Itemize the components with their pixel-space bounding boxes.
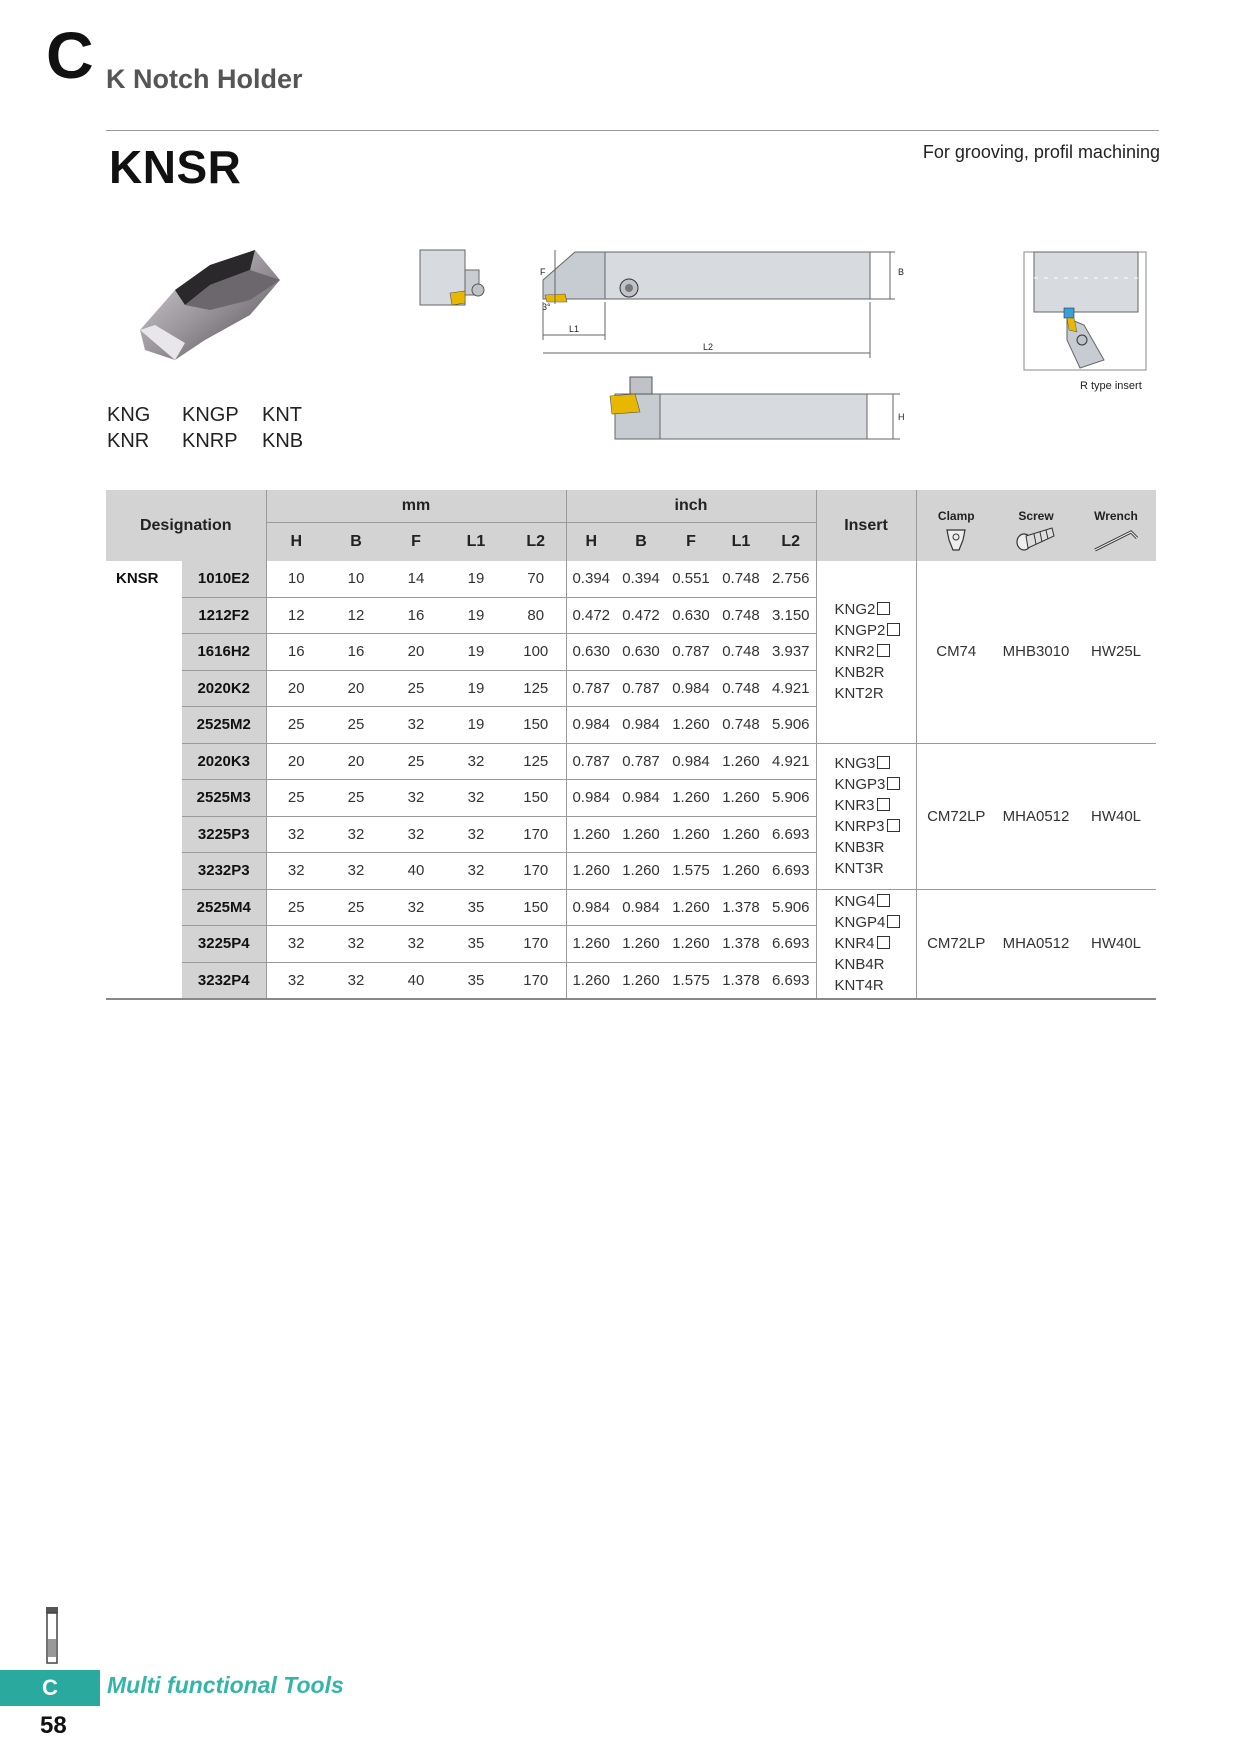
designation-code: 2525M4 — [182, 889, 266, 926]
wrench-icon — [1076, 523, 1156, 562]
insert-photo — [130, 245, 290, 370]
series-label: KNSR — [106, 561, 182, 999]
screw-value: MHA0512 — [996, 743, 1076, 889]
cell-mm: 16 — [266, 634, 326, 671]
cell-inch: 5.906 — [766, 889, 816, 926]
cell-mm: 80 — [506, 597, 566, 634]
insert-code: KNT2R — [834, 685, 884, 703]
cell-inch: 2.756 — [766, 561, 816, 597]
cell-mm: 19 — [446, 561, 506, 597]
cell-inch: 1.260 — [716, 780, 766, 817]
cell-inch: 0.787 — [616, 670, 666, 707]
cell-inch: 1.260 — [566, 962, 616, 999]
cell-inch: 1.575 — [666, 962, 716, 999]
product-description: For grooving, profil machining — [922, 142, 1160, 162]
screw-value: MHA0512 — [996, 889, 1076, 999]
cell-mm: 150 — [506, 889, 566, 926]
cell-mm: 16 — [326, 634, 386, 671]
box-icon — [877, 936, 890, 949]
holder-top-view — [535, 240, 915, 360]
clamp-value: CM74 — [916, 561, 996, 743]
cell-mm: 35 — [446, 962, 506, 999]
insert-code: KNGP2 — [834, 622, 886, 640]
designation-code: 2525M2 — [182, 707, 266, 744]
page-number: 58 — [40, 1712, 67, 1739]
section-title: K Notch Holder — [106, 64, 303, 94]
cell-inch: 3.150 — [766, 597, 816, 634]
cell-inch: 6.693 — [766, 962, 816, 999]
cell-inch: 0.472 — [566, 597, 616, 634]
cell-mm: 170 — [506, 926, 566, 963]
cell-mm: 12 — [266, 597, 326, 634]
insert-code: KNT3R — [834, 860, 884, 877]
clamp-icon — [916, 523, 996, 562]
spec-table — [106, 490, 1156, 1000]
clamp-header: Clamp — [916, 490, 996, 523]
product-title: KNSR — [109, 141, 242, 193]
insert-code: KNR4 — [834, 935, 875, 953]
cell-inch: 0.748 — [716, 634, 766, 671]
cell-inch: 0.984 — [566, 780, 616, 817]
cell-mm: 32 — [326, 926, 386, 963]
cell-inch: 1.378 — [716, 962, 766, 999]
box-icon — [877, 798, 890, 811]
cell-mm: 150 — [506, 780, 566, 817]
screw-icon — [996, 523, 1076, 562]
cell-inch: 0.787 — [666, 634, 716, 671]
r-type-insert-diagram — [1022, 250, 1152, 380]
cell-inch: 0.748 — [716, 597, 766, 634]
cell-mm: 16 — [386, 597, 446, 634]
cell-inch: 1.260 — [666, 889, 716, 926]
r-type-caption: R type insert — [1080, 380, 1142, 392]
cell-inch: 6.693 — [766, 853, 816, 890]
dim-label-angle: 3° — [542, 302, 551, 312]
cell-mm: 32 — [266, 962, 326, 999]
cell-inch: 0.984 — [616, 707, 666, 744]
col-f-inch: F — [666, 523, 716, 562]
cell-mm: 10 — [326, 561, 386, 597]
box-icon — [887, 777, 900, 790]
designation-header: Designation — [106, 490, 266, 561]
footer-section-name: Multi functional Tools — [107, 1672, 344, 1698]
cell-inch: 1.260 — [566, 816, 616, 853]
cell-mm: 170 — [506, 816, 566, 853]
insert-code: KNR2 — [834, 643, 875, 661]
cell-mm: 32 — [386, 707, 446, 744]
cell-inch: 0.984 — [566, 889, 616, 926]
cell-mm: 32 — [266, 926, 326, 963]
insert-code: KNB3R — [834, 839, 885, 856]
cell-inch: 0.394 — [566, 561, 616, 597]
footer-section-tab: C — [0, 1670, 100, 1706]
designation-code: 1212F2 — [182, 597, 266, 634]
cell-mm: 19 — [446, 597, 506, 634]
cell-inch: 1.260 — [566, 926, 616, 963]
cell-mm: 32 — [386, 889, 446, 926]
insert-code: KNT4R — [834, 977, 884, 995]
cell-mm: 25 — [386, 670, 446, 707]
cell-mm: 10 — [266, 561, 326, 597]
insert-header: Insert — [816, 490, 916, 561]
insert-type-list — [107, 402, 303, 454]
cell-inch: 1.260 — [616, 926, 666, 963]
cell-mm: 32 — [266, 853, 326, 890]
insert-type: KNR — [107, 430, 150, 452]
wrench-value: HW40L — [1076, 889, 1156, 999]
cell-mm: 32 — [326, 962, 386, 999]
cell-mm: 25 — [266, 707, 326, 744]
cell-inch: 0.984 — [616, 780, 666, 817]
dim-label-h: H — [898, 412, 905, 422]
cell-mm: 32 — [266, 816, 326, 853]
cell-mm: 20 — [266, 670, 326, 707]
box-icon — [877, 602, 890, 615]
designation-code: 2020K2 — [182, 670, 266, 707]
cell-mm: 25 — [326, 707, 386, 744]
insert-code: KNG2 — [834, 601, 876, 619]
designation-code: 1010E2 — [182, 561, 266, 597]
cell-inch: 4.921 — [766, 670, 816, 707]
cell-inch: 0.630 — [666, 597, 716, 634]
cell-inch: 1.260 — [616, 853, 666, 890]
cell-mm: 32 — [446, 743, 506, 780]
box-icon — [887, 819, 900, 832]
cell-mm: 170 — [506, 853, 566, 890]
cell-mm: 100 — [506, 634, 566, 671]
col-h-mm: H — [266, 523, 326, 562]
cell-mm: 25 — [326, 889, 386, 926]
cell-inch: 6.693 — [766, 926, 816, 963]
box-icon — [877, 644, 890, 657]
cell-mm: 32 — [446, 780, 506, 817]
cell-mm: 19 — [446, 707, 506, 744]
col-b-inch: B — [616, 523, 666, 562]
col-f-mm: F — [386, 523, 446, 562]
cell-inch: 0.748 — [716, 707, 766, 744]
cell-mm: 20 — [266, 743, 326, 780]
dim-label-f: F — [540, 267, 546, 277]
header-rule — [106, 130, 1159, 131]
insert-code: KNG3 — [834, 755, 876, 772]
insert-type: KNRP — [182, 430, 238, 452]
col-h-inch: H — [566, 523, 616, 562]
insert-code: KNGP3 — [834, 776, 886, 793]
holder-side-view — [600, 372, 920, 447]
cell-inch: 1.260 — [616, 962, 666, 999]
insert-type: KNB — [262, 430, 304, 452]
screw-header: Screw — [996, 490, 1076, 523]
cell-mm: 25 — [386, 743, 446, 780]
dim-label-b: B — [898, 267, 905, 277]
cell-mm: 12 — [326, 597, 386, 634]
cell-inch: 1.260 — [716, 743, 766, 780]
cell-mm: 125 — [506, 743, 566, 780]
cell-mm: 150 — [506, 707, 566, 744]
cell-inch: 0.472 — [616, 597, 666, 634]
cell-inch: 0.748 — [716, 670, 766, 707]
cell-inch: 1.260 — [716, 816, 766, 853]
screw-value: MHB3010 — [996, 561, 1076, 743]
cell-mm: 25 — [326, 780, 386, 817]
dim-label-l1: L1 — [569, 324, 580, 334]
cell-mm: 19 — [446, 670, 506, 707]
cell-mm: 32 — [446, 816, 506, 853]
col-l1-mm: L1 — [446, 523, 506, 562]
cell-inch: 5.906 — [766, 707, 816, 744]
col-l2-mm: L2 — [506, 523, 566, 562]
insert-code: KNB2R — [834, 664, 885, 682]
cell-mm: 19 — [446, 634, 506, 671]
box-icon — [887, 623, 900, 636]
cell-inch: 5.906 — [766, 780, 816, 817]
cell-mm: 32 — [386, 926, 446, 963]
cell-mm: 14 — [386, 561, 446, 597]
cell-inch: 0.787 — [566, 670, 616, 707]
cell-mm: 20 — [386, 634, 446, 671]
cell-inch: 0.551 — [666, 561, 716, 597]
cell-inch: 0.394 — [616, 561, 666, 597]
cell-mm: 125 — [506, 670, 566, 707]
cell-mm: 20 — [326, 743, 386, 780]
cell-inch: 1.378 — [716, 889, 766, 926]
designation-code: 2525M3 — [182, 780, 266, 817]
clamp-value: CM72LP — [916, 743, 996, 889]
insert-code: KNB4R — [834, 956, 885, 974]
cell-mm: 35 — [446, 926, 506, 963]
section-letter: C — [46, 18, 94, 92]
insert-type: KNT — [262, 404, 302, 426]
cell-inch: 6.693 — [766, 816, 816, 853]
col-b-mm: B — [326, 523, 386, 562]
cell-inch: 1.260 — [666, 780, 716, 817]
designation-code: 3225P4 — [182, 926, 266, 963]
cell-inch: 1.260 — [716, 853, 766, 890]
box-icon — [877, 756, 890, 769]
insert-type: KNGP — [182, 404, 239, 426]
cell-inch: 0.748 — [716, 561, 766, 597]
designation-code: 1616H2 — [182, 634, 266, 671]
cell-inch: 1.260 — [566, 853, 616, 890]
col-l1-inch: L1 — [716, 523, 766, 562]
mm-header: mm — [266, 490, 566, 523]
cell-inch: 4.921 — [766, 743, 816, 780]
cell-inch: 0.787 — [566, 743, 616, 780]
cell-mm: 35 — [446, 889, 506, 926]
cell-inch: 1.260 — [666, 707, 716, 744]
insert-code: KNRP3 — [834, 818, 885, 835]
cell-inch: 0.630 — [566, 634, 616, 671]
designation-code: 3232P4 — [182, 962, 266, 999]
wrench-value: HW25L — [1076, 561, 1156, 743]
cell-inch: 0.984 — [616, 889, 666, 926]
cell-mm: 170 — [506, 962, 566, 999]
wrench-header: Wrench — [1076, 490, 1156, 523]
cell-inch: 0.984 — [566, 707, 616, 744]
cell-inch: 3.937 — [766, 634, 816, 671]
cell-mm: 70 — [506, 561, 566, 597]
holder-end-view — [410, 245, 490, 315]
cell-mm: 32 — [386, 780, 446, 817]
cell-mm: 25 — [266, 889, 326, 926]
insert-code: KNG4 — [834, 893, 876, 911]
cell-mm: 32 — [386, 816, 446, 853]
cell-inch: 1.260 — [666, 926, 716, 963]
col-l2-inch: L2 — [766, 523, 816, 562]
insert-code: KNR3 — [834, 797, 875, 814]
cell-inch: 0.630 — [616, 634, 666, 671]
cell-inch: 0.984 — [666, 670, 716, 707]
inch-header: inch — [566, 490, 816, 523]
cell-inch: 1.260 — [666, 816, 716, 853]
tool-thumbnail-icon — [40, 1605, 64, 1671]
cell-inch: 0.787 — [616, 743, 666, 780]
cell-mm: 32 — [326, 816, 386, 853]
box-icon — [877, 894, 890, 907]
clamp-value: CM72LP — [916, 889, 996, 999]
cell-mm: 25 — [266, 780, 326, 817]
insert-list-group-2 — [816, 743, 916, 889]
cell-mm: 40 — [386, 853, 446, 890]
cell-mm: 40 — [386, 962, 446, 999]
cell-mm: 32 — [326, 853, 386, 890]
dim-label-l2: L2 — [703, 342, 714, 352]
insert-list-group-3 — [816, 889, 916, 999]
designation-code: 2020K3 — [182, 743, 266, 780]
insert-list-group-1 — [816, 561, 916, 743]
designation-code: 3225P3 — [182, 816, 266, 853]
wrench-value: HW40L — [1076, 743, 1156, 889]
cell-inch: 0.984 — [666, 743, 716, 780]
cell-mm: 20 — [326, 670, 386, 707]
cell-inch: 1.378 — [716, 926, 766, 963]
insert-type: KNG — [107, 404, 151, 426]
cell-mm: 32 — [446, 853, 506, 890]
designation-code: 3232P3 — [182, 853, 266, 890]
box-icon — [887, 915, 900, 928]
insert-code: KNGP4 — [834, 914, 886, 932]
cell-inch: 1.260 — [616, 816, 666, 853]
cell-inch: 1.575 — [666, 853, 716, 890]
